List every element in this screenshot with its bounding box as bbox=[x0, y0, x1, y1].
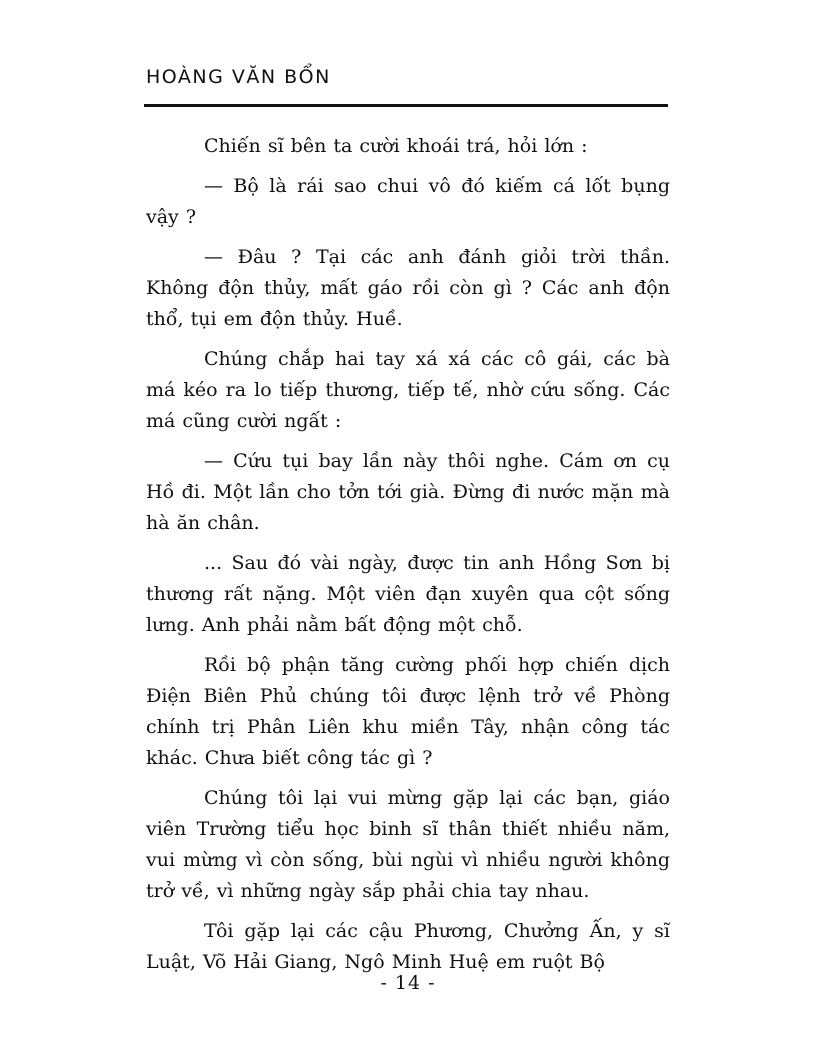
paragraph: ... Sau đó vài ngày, được tin anh Hồng Sơn bị thương rất nặng. Một viên đạn xuyên qua cột sống lưng. Anh phải nằm bất động một chỗ. bbox=[146, 552, 670, 636]
running-header-author: HOÀNG VĂN BỔN bbox=[146, 66, 331, 88]
paragraph: — Cứu tụi bay lần này thôi nghe. Cám ơn cụ Hồ đi. Một lần cho tởn tới già. Đừng đi nước mặn mà hà ăn chân. bbox=[146, 450, 670, 534]
paragraph: Rồi bộ phận tăng cường phối hợp chiến dịch Điện Biên Phủ chúng tôi được lệnh trở về Phòng chính trị Phân Liên khu miền Tây, nhận công tác khác. Chưa biết công tác gì ? bbox=[146, 654, 670, 769]
header-rule bbox=[144, 104, 668, 107]
paragraph: Chúng chắp hai tay xá xá các cô gái, các bà má kéo ra lo tiếp thương, tiếp tế, nhờ cứu sống. Các má cũng cười ngất : bbox=[146, 348, 670, 432]
paragraph: — Bộ là rái sao chui vô đó kiếm cá lốt bụng vậy ? bbox=[146, 175, 670, 228]
paragraph: Chiến sĩ bên ta cười khoái trá, hỏi lớn : bbox=[204, 135, 588, 157]
paragraph: Tôi gặp lại các cậu Phương, Chưởng Ấn, y sĩ Luật, Võ Hải Giang, Ngô Minh Huệ em ruột Bộ bbox=[146, 920, 670, 973]
paragraph: Chúng tôi lại vui mừng gặp lại các bạn, giáo viên Trường tiểu học binh sĩ thân thiết nhiều năm, vui mừng vì còn sống, bùi ngùi vì nhiều người không trở về, vì những ngày sắp phải chia tay nhau. bbox=[146, 787, 670, 902]
body-text bbox=[146, 131, 670, 987]
paragraph: — Đâu ? Tại các anh đánh giỏi trời thần. Không độn thủy, mất gáo rồi còn gì ? Các anh độn thổ, tụi em độn thủy. Huề. bbox=[146, 246, 670, 330]
page-number: - 14 - bbox=[380, 972, 436, 994]
